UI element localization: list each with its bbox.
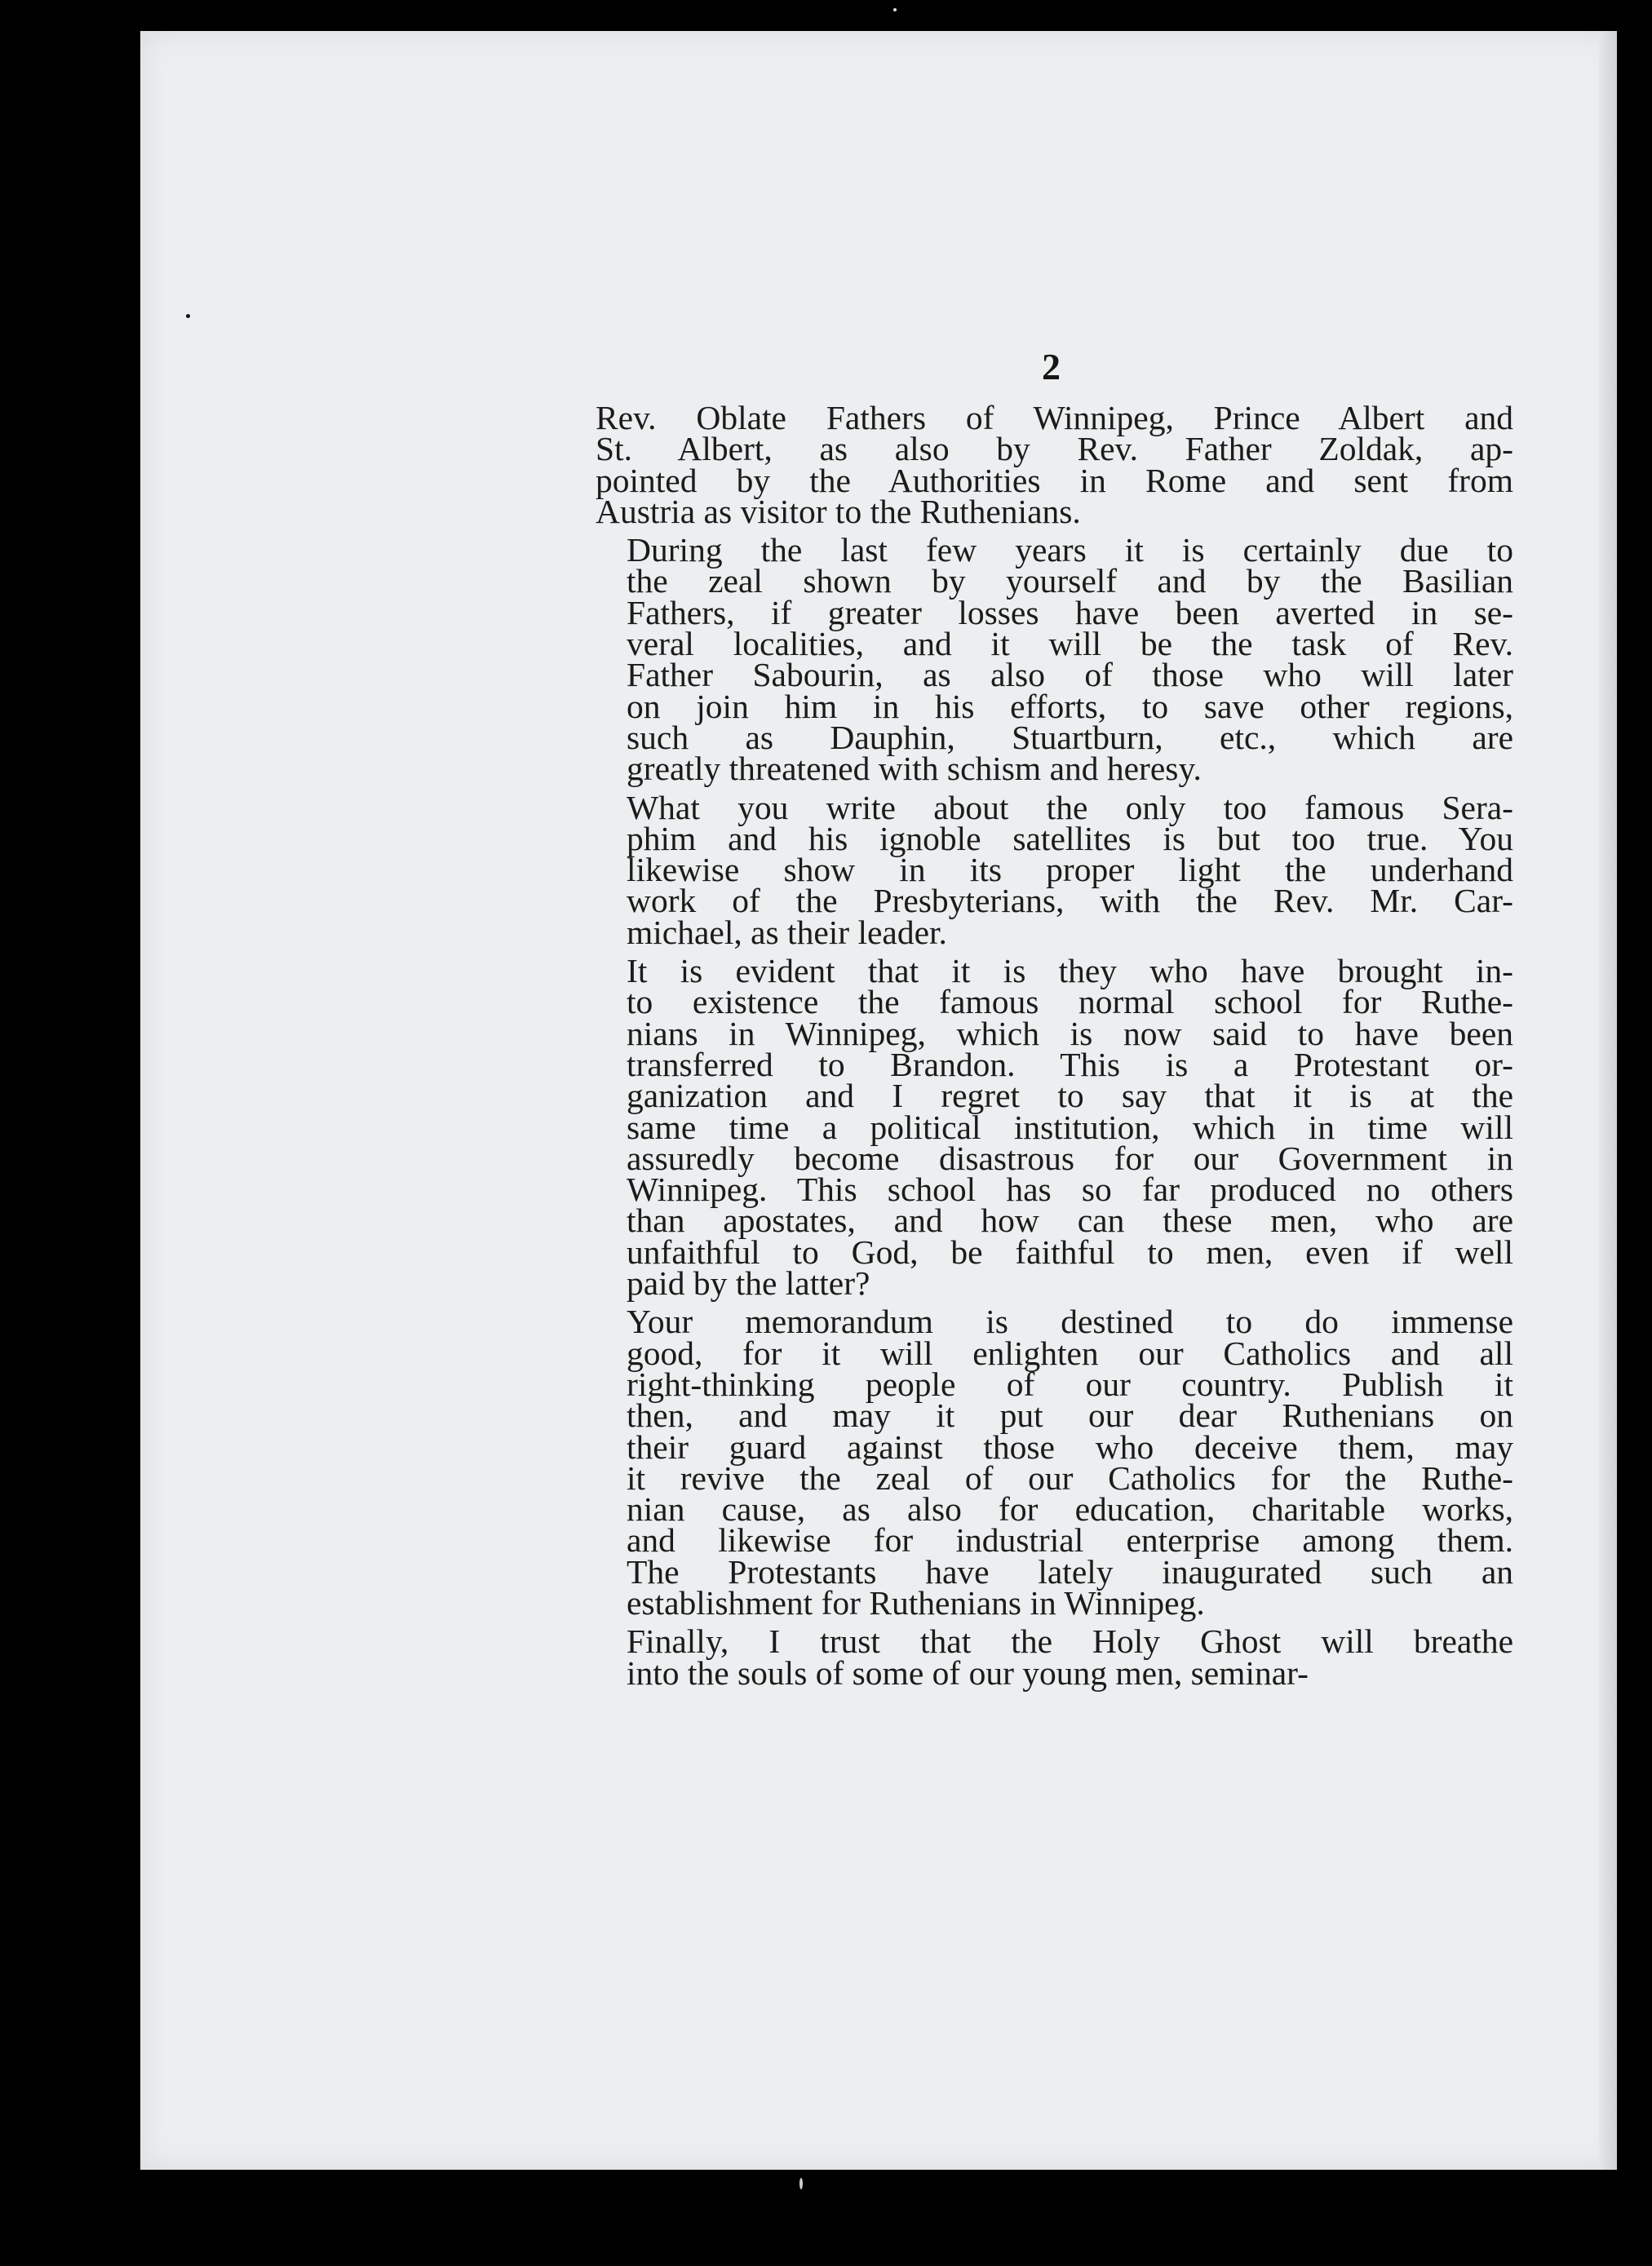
paragraph: [596, 531, 1513, 788]
text-line: good, for it will enlighten our Catholics and all: [627, 1334, 1513, 1372]
body-text: [596, 399, 1513, 1696]
text-line: establishment for Ruthenians in Winnipeg.: [627, 1583, 1205, 1622]
text-line: same time a political institution, which in time will: [627, 1108, 1513, 1146]
text-line: it revive the zeal of our Catholics for the Ruthe-: [627, 1458, 1513, 1497]
scanned-page: [140, 31, 1617, 2170]
text-line: than apostates, and how can these men, who are: [627, 1202, 1513, 1240]
paragraph: [596, 788, 1513, 951]
text-line: Father Sabourin, as also of those who will later: [627, 656, 1513, 694]
scan-speck: [799, 2178, 803, 2189]
text-line: greatly threatened with schism and heresy.: [627, 750, 1202, 788]
text-line: ganization and I regret to say that it is at the: [627, 1077, 1513, 1115]
scan-speck: [893, 8, 897, 11]
text-line: It is evident that it is they who have brought in-: [627, 952, 1513, 990]
text-line: work of the Presbyterians, with the Rev. Mr. Car-: [627, 882, 1513, 920]
text-line: transferred to Brandon. This is a Protestant or-: [627, 1045, 1513, 1083]
text-line: nian cause, as also for education, charitable works,: [627, 1490, 1513, 1529]
text-line: phim and his ignoble satellites is but too true. You: [627, 819, 1513, 857]
text-line: Fathers, if greater losses have been averted in se-: [627, 593, 1513, 631]
text-line: St. Albert, as also by Rev. Father Zoldak, ap-: [596, 430, 1513, 468]
text-line: likewise show in its proper light the underhand: [627, 851, 1513, 889]
text-line: Austria as visitor to the Ruthenians.: [596, 492, 1081, 530]
text-line: then, and may it put our dear Ruthenians on: [627, 1396, 1513, 1435]
text-line: paid by the latter?: [627, 1264, 870, 1303]
text-line: into the souls of some of our young men, seminar-: [627, 1653, 1309, 1692]
text-line: Finally, I trust that the Holy Ghost will breathe: [627, 1622, 1513, 1661]
text-line: and likewise for industrial enterprise among them.: [627, 1521, 1513, 1560]
text-line: Rev. Oblate Fathers of Winnipeg, Prince Albert and: [596, 399, 1513, 436]
text-line: unfaithful to God, be faithful to men, even if well: [627, 1233, 1513, 1271]
text-line: such as Dauphin, Stuartburn, etc., which are: [627, 718, 1513, 756]
text-line: their guard against those who deceive them, may: [627, 1427, 1513, 1466]
text-line: the zeal shown by yourself and by the Basilian: [627, 562, 1513, 600]
page-number: 2: [1042, 346, 1061, 387]
paragraph: [596, 399, 1513, 530]
text-line: right-thinking people of our country. Publish it: [627, 1365, 1513, 1403]
text-line: pointed by the Authorities in Rome and sent from: [596, 461, 1513, 499]
text-line: michael, as their leader.: [627, 913, 947, 951]
text-line: on join him in his efforts, to save other regions,: [627, 687, 1513, 725]
text-line: Your memorandum is destined to do immense: [627, 1303, 1513, 1341]
paragraph: [596, 952, 1513, 1303]
text-line: What you write about the only too famous Sera-: [627, 788, 1513, 826]
text-line: Winnipeg. This school has so far produced no others: [627, 1171, 1513, 1209]
text-line: assuredly become disastrous for our Government in: [627, 1139, 1513, 1177]
paragraph: [596, 1622, 1513, 1692]
paragraph: [596, 1303, 1513, 1622]
text-line: to existence the famous normal school for Ruthe-: [627, 983, 1513, 1021]
text-line: The Protestants have lately inaugurated such an: [627, 1552, 1513, 1591]
text-line: During the last few years it is certainly due to: [627, 531, 1513, 569]
scan-speck: [186, 314, 190, 318]
text-line: nians in Winnipeg, which is now said to have been: [627, 1014, 1513, 1052]
text-line: veral localities, and it will be the task of Rev.: [627, 625, 1513, 663]
